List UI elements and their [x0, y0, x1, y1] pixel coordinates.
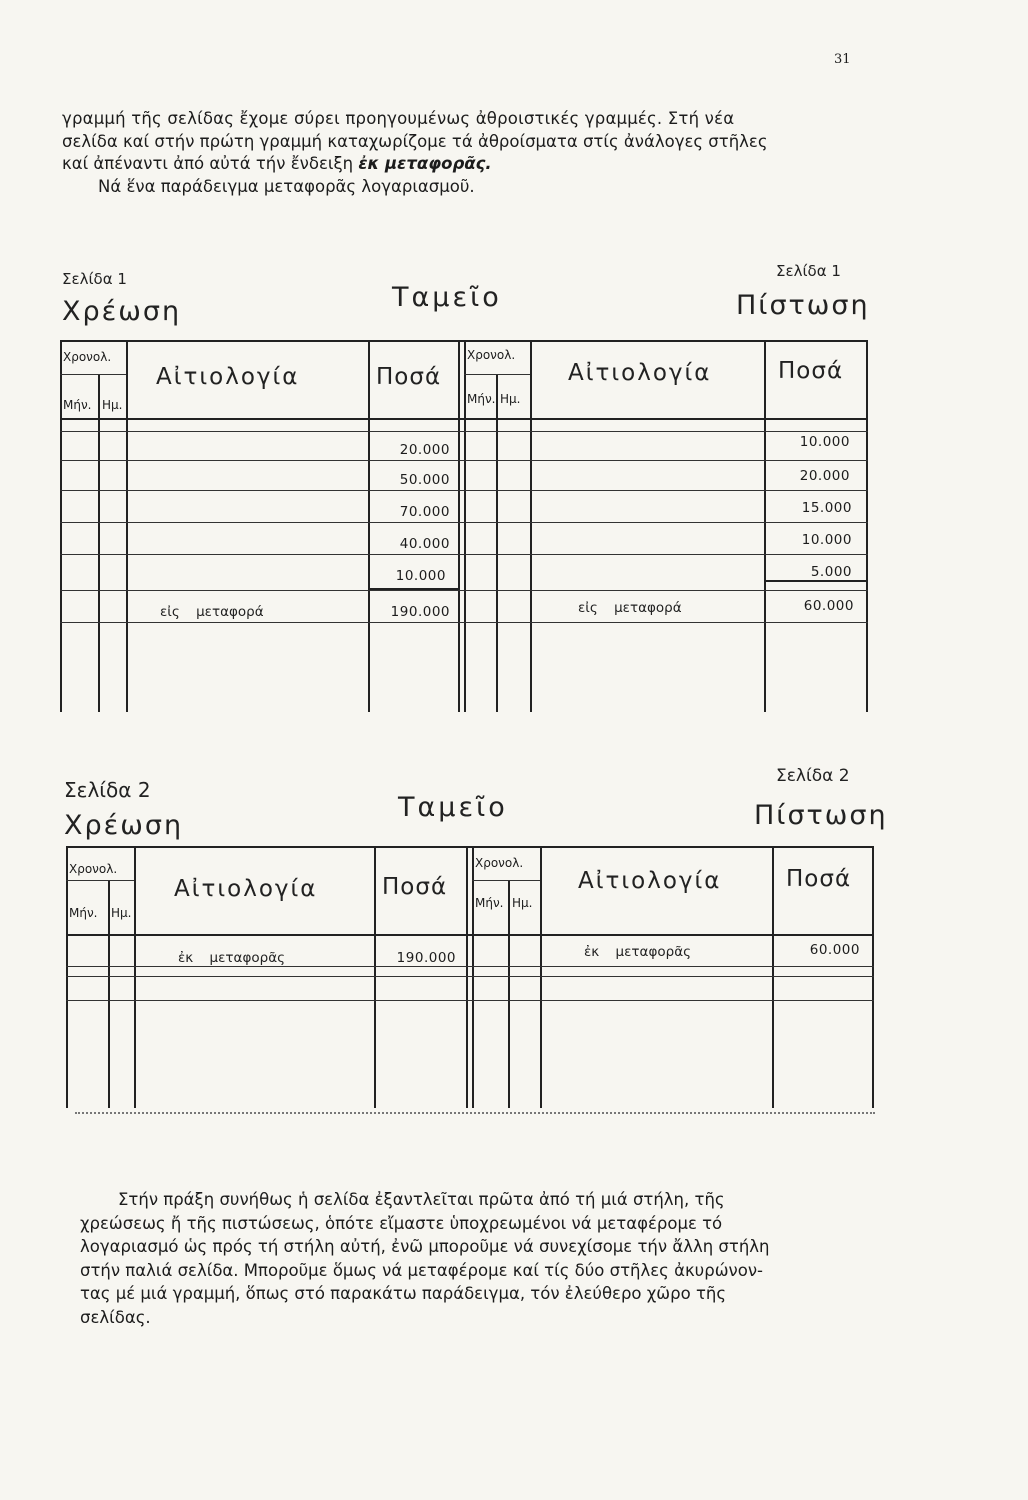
- credit-heading: Πίστωση: [754, 800, 888, 831]
- ledger2-middle-rule-b: [472, 846, 474, 1108]
- credit-amount: 5.000: [810, 564, 852, 580]
- outro-line: λογαριασμό ὡς πρός τή στήλη αὐτή, ἐνῶ μποροῦμε νά συνεχίσομε τήν ἄλλη στήλη: [80, 1237, 770, 1256]
- ledger1-row-rule: [60, 490, 868, 491]
- intro-line: [62, 153, 872, 176]
- ledger2-header-rule: [66, 934, 874, 936]
- debit-heading: Χρέωση: [64, 810, 184, 841]
- ledger2-row-rule: [66, 976, 874, 977]
- left-page-label: Σελίδα 1: [62, 270, 127, 288]
- debit-from-amount: 190.000: [396, 950, 456, 966]
- ledger2-credit-date-divider: [540, 846, 542, 1108]
- credit-heading: Πίστωση: [736, 290, 870, 321]
- dotted-separator: [75, 1112, 875, 1114]
- outro-line: τας μέ μιά γραμμή, ὅπως στό παρακάτω παράδειγμα, τόν ἐλεύθερο χῶρο τῆς: [80, 1284, 727, 1303]
- ledger1-header-rule: [60, 418, 868, 420]
- ledger1-credit-date-divider: [530, 340, 532, 712]
- ledger1-debit-sum-rule: [370, 588, 458, 590]
- ledger1-amount-divider: [368, 340, 370, 712]
- debit-amount: 50.000: [399, 472, 450, 488]
- intro-paragraph: [62, 108, 872, 198]
- right-page-label: Σελίδα 1: [776, 262, 841, 280]
- ledger1-credit-month-divider: [496, 374, 498, 712]
- ledger2-top-rule: [66, 846, 874, 848]
- credit-amount: 20.000: [799, 468, 850, 484]
- ledger1-row-rule: [60, 590, 868, 591]
- debit-carry-label: εἰς μεταφορά: [160, 604, 264, 620]
- intro-example-line: Νά ἕνα παράδειγμα μεταφορᾶς λογαριασμοῦ.: [98, 176, 475, 196]
- outro-line: στήν παλιά σελίδα. Μποροῦμε ὅμως νά μεταφέρομε καί τίς δύο στῆλες ἀκυρώνον-: [80, 1260, 763, 1280]
- outro-line: χρεώσεως ἤ τῆς πιστώσεως, ὁπότε εἴμαστε ὑποχρεωμένοι νά μεταφέρομε τό: [80, 1213, 723, 1233]
- ledger2-row-rule: [66, 966, 874, 967]
- outro-line: Στήν πράξη συνήθως ἡ σελίδα ἐξαντλεῖται πρῶτα ἀπό τή μιά στήλη, τῆς: [118, 1190, 725, 1209]
- col-chrono: Χρονολ.: [69, 862, 118, 876]
- debit-amount: 70.000: [399, 504, 450, 520]
- debit-amount: 40.000: [399, 536, 450, 552]
- ledger2-chrono-sep: [66, 880, 134, 881]
- right-page-label: Σελίδα 2: [776, 766, 850, 786]
- account-title: Ταμεῖο: [398, 792, 508, 823]
- ledger1-middle-rule-a: [458, 340, 460, 712]
- ledger1-row-rule: [60, 554, 868, 555]
- ledger2-middle-rule-a: [466, 846, 468, 1108]
- ledger1-right-edge: [866, 340, 868, 712]
- ledger1-row-rule: [60, 460, 868, 461]
- credit-col-description: Αἰτιολογία: [578, 868, 722, 894]
- ledger2-credit-month-divider: [508, 880, 510, 1108]
- intro-line: γραμμή τῆς σελίδας ἔχομε σύρει προηγουμένως ἀθροιστικές γραμμές. Στή νέα: [62, 109, 735, 128]
- col-description: Αἰτιολογία: [156, 364, 300, 390]
- ledger2-credit-chrono-sep: [472, 880, 540, 881]
- col-day: Ημ.: [102, 398, 123, 412]
- ledger1-row-rule: [60, 622, 868, 623]
- col-amount: Ποσά: [376, 364, 442, 390]
- ledger2-date-divider: [134, 846, 136, 1108]
- debit-heading: Χρέωση: [62, 296, 182, 327]
- outro-line: σελίδας.: [80, 1307, 151, 1327]
- ledger1-credit-amount-divider: [764, 340, 766, 712]
- emphasis-text: ἐκ μεταφορᾶς.: [358, 154, 492, 173]
- ledger1-date-divider: [126, 340, 128, 712]
- col-amount: Ποσά: [382, 874, 448, 900]
- ledger2-amount-divider: [374, 846, 376, 1108]
- intro-line-text: καί ἀπέναντι ἀπό αὐτά τήν ἔνδειξη: [62, 154, 354, 173]
- col-description: Αἰτιολογία: [174, 876, 318, 902]
- credit-from-label: ἐκ μεταφορᾶς: [584, 944, 692, 960]
- ledger1-row-rule: [60, 522, 868, 523]
- credit-col-description: Αἰτιολογία: [568, 360, 712, 386]
- ledger2-right-edge: [872, 846, 874, 1108]
- credit-from-amount: 60.000: [809, 942, 860, 958]
- credit-amount: 10.000: [801, 532, 852, 548]
- credit-amount: 15.000: [801, 500, 852, 516]
- ledger1-chrono-sep: [60, 374, 126, 375]
- ledger1-credit-chrono-sep: [464, 374, 530, 375]
- debit-amount: 20.000: [399, 442, 450, 458]
- credit-col-month: Μήν.: [467, 392, 496, 406]
- debit-amount: 10.000: [395, 568, 446, 584]
- credit-amount: 10.000: [799, 434, 850, 450]
- col-month: Μήν.: [69, 906, 98, 920]
- col-day: Ημ.: [111, 906, 132, 920]
- ledger1-left-edge: [60, 340, 62, 712]
- ledger1-credit-sum-rule: [766, 580, 866, 582]
- col-month: Μήν.: [63, 398, 92, 412]
- ledger1-month-divider: [98, 374, 100, 712]
- credit-col-amount: Ποσά: [786, 866, 852, 892]
- credit-carry-label: εἰς μεταφορά: [578, 600, 682, 616]
- outro-paragraph: [80, 1188, 892, 1329]
- ledger2-credit-amount-divider: [772, 846, 774, 1108]
- credit-col-month: Μήν.: [475, 896, 504, 910]
- ledger2-left-edge: [66, 846, 68, 1108]
- credit-col-day: Ημ.: [500, 392, 521, 406]
- debit-carry-amount: 190.000: [390, 604, 450, 620]
- credit-col-amount: Ποσά: [778, 358, 844, 384]
- ledger1-middle-rule-b: [464, 340, 466, 712]
- debit-from-label: ἐκ μεταφορᾶς: [178, 950, 286, 966]
- credit-col-chrono: Χρονολ.: [475, 856, 524, 870]
- ledger1-row-rule: [60, 431, 868, 432]
- page-number: 31: [834, 52, 851, 67]
- col-chrono: Χρονολ.: [63, 350, 112, 364]
- left-page-label: Σελίδα 2: [64, 778, 151, 802]
- credit-col-day: Ημ.: [512, 896, 533, 910]
- ledger2-row-rule: [66, 1000, 874, 1001]
- credit-carry-amount: 60.000: [803, 598, 854, 614]
- credit-col-chrono: Χρονολ.: [467, 348, 516, 362]
- ledger2-month-divider: [108, 880, 110, 1108]
- account-title: Ταμεῖο: [392, 282, 502, 313]
- intro-line: σελίδα καί στήν πρώτη γραμμή καταχωρίζομε τά ἀθροίσματα στίς ἀνάλογες στῆλες: [62, 131, 768, 151]
